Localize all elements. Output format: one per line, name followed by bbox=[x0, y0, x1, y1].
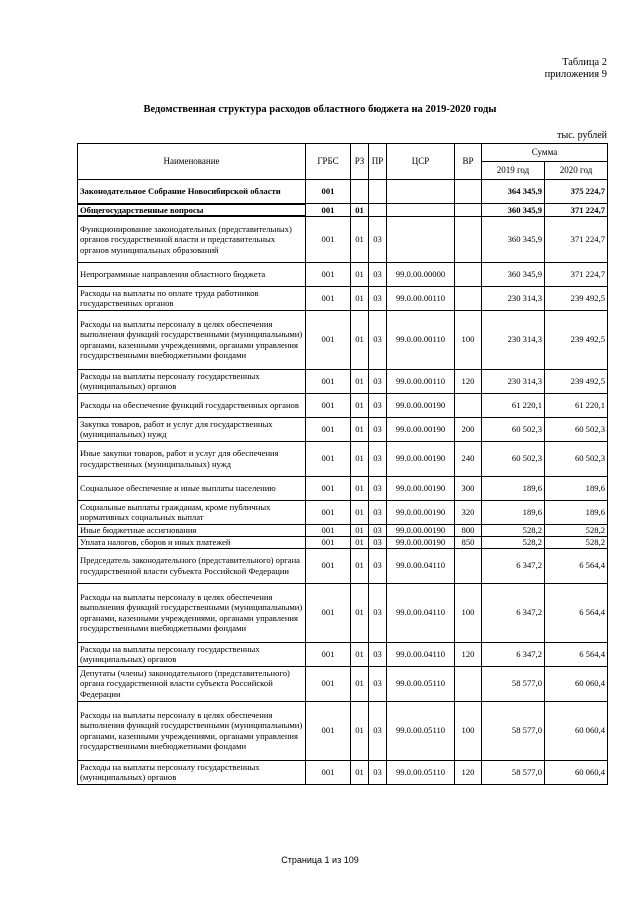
row-vr bbox=[455, 548, 482, 583]
row-value-2020: 375 224,7 bbox=[545, 180, 608, 204]
row-rz: 01 bbox=[351, 417, 369, 441]
row-pr: 03 bbox=[369, 286, 387, 310]
row-value-2019: 60 502,3 bbox=[482, 417, 545, 441]
row-rz: 01 bbox=[351, 548, 369, 583]
row-value-2020: 239 492,5 bbox=[545, 286, 608, 310]
row-value-2020: 6 564,4 bbox=[545, 548, 608, 583]
table-row bbox=[78, 441, 608, 476]
table-row bbox=[78, 536, 608, 548]
table-row bbox=[78, 548, 608, 583]
row-name: Расходы на выплаты персоналу государственных (муниципальных) органов bbox=[78, 760, 306, 784]
row-grbs: 001 bbox=[306, 216, 351, 262]
header-grbs: ГРБС bbox=[306, 144, 351, 180]
row-value-2020: 189,6 bbox=[545, 500, 608, 524]
row-grbs: 001 bbox=[306, 548, 351, 583]
row-csr: 99.0.00.05110 bbox=[387, 760, 455, 784]
row-rz: 01 bbox=[351, 524, 369, 536]
row-value-2020: 528,2 bbox=[545, 524, 608, 536]
row-grbs: 001 bbox=[306, 666, 351, 701]
row-value-2020: 528,2 bbox=[545, 536, 608, 548]
row-value-2019: 189,6 bbox=[482, 500, 545, 524]
row-grbs: 001 bbox=[306, 642, 351, 666]
table-row bbox=[78, 286, 608, 310]
row-vr: 240 bbox=[455, 441, 482, 476]
row-csr: 99.0.00.00190 bbox=[387, 417, 455, 441]
row-pr: 03 bbox=[369, 548, 387, 583]
row-value-2019: 58 577,0 bbox=[482, 760, 545, 784]
row-csr: 99.0.00.00190 bbox=[387, 476, 455, 500]
table-row bbox=[78, 204, 608, 217]
row-csr: 99.0.00.05110 bbox=[387, 701, 455, 760]
row-name: Общегосударственные вопросы bbox=[78, 204, 306, 217]
row-vr bbox=[455, 216, 482, 262]
row-name: Расходы на обеспечение функций государственных органов bbox=[78, 393, 306, 417]
row-vr: 120 bbox=[455, 760, 482, 784]
row-grbs: 001 bbox=[306, 204, 351, 217]
row-csr: 99.0.00.00190 bbox=[387, 500, 455, 524]
row-pr: 03 bbox=[369, 310, 387, 369]
row-value-2020: 60 060,4 bbox=[545, 760, 608, 784]
row-rz: 01 bbox=[351, 666, 369, 701]
row-value-2019: 528,2 bbox=[482, 524, 545, 536]
row-value-2019: 189,6 bbox=[482, 476, 545, 500]
row-rz: 01 bbox=[351, 441, 369, 476]
row-name: Расходы на выплаты персоналу государственных (муниципальных) органов bbox=[78, 369, 306, 393]
table-row bbox=[78, 216, 608, 262]
row-pr: 03 bbox=[369, 441, 387, 476]
row-pr: 03 bbox=[369, 666, 387, 701]
row-vr bbox=[455, 180, 482, 204]
row-vr: 320 bbox=[455, 500, 482, 524]
row-name: Расходы на выплаты персоналу в целях обеспечения выполнения функций государственными (муниципальными) органами, казенными учреждениями, органами управления государственными внебюджетными фондами bbox=[78, 701, 306, 760]
row-rz: 01 bbox=[351, 760, 369, 784]
row-pr: 03 bbox=[369, 701, 387, 760]
row-pr: 03 bbox=[369, 524, 387, 536]
row-vr: 100 bbox=[455, 310, 482, 369]
table-row bbox=[78, 760, 608, 784]
row-vr bbox=[455, 393, 482, 417]
row-pr: 03 bbox=[369, 500, 387, 524]
table-row bbox=[78, 180, 608, 204]
row-csr: 99.0.00.04110 bbox=[387, 583, 455, 642]
row-value-2019: 360 345,9 bbox=[482, 216, 545, 262]
expenditure-table bbox=[77, 143, 608, 785]
row-rz: 01 bbox=[351, 286, 369, 310]
row-pr: 03 bbox=[369, 393, 387, 417]
row-name: Непрограммные направления областного бюджета bbox=[78, 262, 306, 286]
row-value-2020: 371 224,7 bbox=[545, 204, 608, 217]
row-rz bbox=[351, 180, 369, 204]
row-grbs: 001 bbox=[306, 524, 351, 536]
row-value-2020: 189,6 bbox=[545, 476, 608, 500]
row-name: Законодательное Собрание Новосибирской области bbox=[78, 180, 306, 204]
row-value-2019: 60 502,3 bbox=[482, 441, 545, 476]
row-grbs: 001 bbox=[306, 286, 351, 310]
row-grbs: 001 bbox=[306, 500, 351, 524]
row-name: Иные закупки товаров, работ и услуг для обеспечения государственных (муниципальных) нужд bbox=[78, 441, 306, 476]
row-value-2019: 61 220,1 bbox=[482, 393, 545, 417]
row-name: Расходы на выплаты персоналу в целях обеспечения выполнения функций государственными (муниципальными) органами, казенными учреждениями, органами управления государственными внебюджетными фондами bbox=[78, 310, 306, 369]
table-row bbox=[78, 310, 608, 369]
header-csr: ЦСР bbox=[387, 144, 455, 180]
row-csr: 99.0.00.00110 bbox=[387, 286, 455, 310]
row-grbs: 001 bbox=[306, 310, 351, 369]
header-2019: 2019 год bbox=[482, 162, 545, 180]
row-grbs: 001 bbox=[306, 369, 351, 393]
row-value-2019: 58 577,0 bbox=[482, 666, 545, 701]
row-name: Социальное обеспечение и иные выплаты населению bbox=[78, 476, 306, 500]
row-pr bbox=[369, 180, 387, 204]
table-row bbox=[78, 500, 608, 524]
table-number: Таблица 2 bbox=[562, 57, 607, 68]
row-value-2019: 360 345,9 bbox=[482, 204, 545, 217]
row-vr: 120 bbox=[455, 642, 482, 666]
row-vr: 100 bbox=[455, 583, 482, 642]
row-value-2019: 360 345,9 bbox=[482, 262, 545, 286]
row-pr: 03 bbox=[369, 642, 387, 666]
header-name: Наименование bbox=[78, 144, 306, 180]
row-name: Председатель законодательного (представительного) органа государственной власти субъекта Российской Федерации bbox=[78, 548, 306, 583]
table-row bbox=[78, 393, 608, 417]
row-grbs: 001 bbox=[306, 441, 351, 476]
table-row bbox=[78, 417, 608, 441]
row-value-2020: 60 502,3 bbox=[545, 417, 608, 441]
row-csr: 99.0.00.04110 bbox=[387, 642, 455, 666]
row-value-2019: 364 345,9 bbox=[482, 180, 545, 204]
table-row bbox=[78, 476, 608, 500]
row-name: Функционирование законодательных (представительных) органов государственной власти и представительных органов муниципальных образований bbox=[78, 216, 306, 262]
row-grbs: 001 bbox=[306, 583, 351, 642]
row-name: Расходы на выплаты по оплате труда работников государственных органов bbox=[78, 286, 306, 310]
row-name: Социальные выплаты гражданам, кроме публичных нормативных социальных выплат bbox=[78, 500, 306, 524]
row-vr: 850 bbox=[455, 536, 482, 548]
row-value-2020: 6 564,4 bbox=[545, 583, 608, 642]
row-pr: 03 bbox=[369, 369, 387, 393]
row-rz: 01 bbox=[351, 216, 369, 262]
row-grbs: 001 bbox=[306, 476, 351, 500]
row-value-2020: 371 224,7 bbox=[545, 216, 608, 262]
row-pr: 03 bbox=[369, 760, 387, 784]
row-rz: 01 bbox=[351, 262, 369, 286]
row-rz: 01 bbox=[351, 536, 369, 548]
row-grbs: 001 bbox=[306, 536, 351, 548]
row-value-2020: 60 060,4 bbox=[545, 666, 608, 701]
table-body bbox=[78, 180, 608, 785]
row-vr: 100 bbox=[455, 701, 482, 760]
table-row bbox=[78, 369, 608, 393]
table-reference bbox=[545, 57, 607, 81]
row-rz: 01 bbox=[351, 204, 369, 217]
row-vr bbox=[455, 262, 482, 286]
table-row bbox=[78, 262, 608, 286]
row-csr: 99.0.00.00110 bbox=[387, 310, 455, 369]
page-counter: Страница 1 из 109 bbox=[281, 855, 359, 865]
row-name: Депутаты (члены) законодательного (представительного) органа государственной власти субъекта Российской Федерации bbox=[78, 666, 306, 701]
row-grbs: 001 bbox=[306, 262, 351, 286]
row-csr: 99.0.00.00000 bbox=[387, 262, 455, 286]
row-grbs: 001 bbox=[306, 760, 351, 784]
row-pr: 03 bbox=[369, 583, 387, 642]
table-row bbox=[78, 666, 608, 701]
header-2020: 2020 год bbox=[545, 162, 608, 180]
row-rz: 01 bbox=[351, 642, 369, 666]
appendix-label: приложения 9 bbox=[544, 69, 607, 80]
row-value-2020: 61 220,1 bbox=[545, 393, 608, 417]
row-rz: 01 bbox=[351, 310, 369, 369]
row-name: Расходы на выплаты персоналу в целях обеспечения выполнения функций государственными (муниципальными) органами, казенными учреждениями, органами управления государственными внебюджетными фондами bbox=[78, 583, 306, 642]
row-value-2020: 371 224,7 bbox=[545, 262, 608, 286]
row-rz: 01 bbox=[351, 476, 369, 500]
row-csr: 99.0.00.00190 bbox=[387, 393, 455, 417]
document-title: Ведомственная структура расходов областного бюджета на 2019-2020 годы bbox=[143, 104, 497, 115]
row-vr bbox=[455, 204, 482, 217]
row-value-2019: 528,2 bbox=[482, 536, 545, 548]
row-value-2019: 230 314,3 bbox=[482, 369, 545, 393]
row-csr: 99.0.00.00190 bbox=[387, 536, 455, 548]
header-pr: ПР bbox=[369, 144, 387, 180]
row-vr bbox=[455, 286, 482, 310]
row-vr: 120 bbox=[455, 369, 482, 393]
header-vr: ВР bbox=[455, 144, 482, 180]
row-value-2020: 239 492,5 bbox=[545, 310, 608, 369]
row-csr bbox=[387, 216, 455, 262]
row-value-2020: 239 492,5 bbox=[545, 369, 608, 393]
row-value-2019: 6 347,2 bbox=[482, 548, 545, 583]
table-row bbox=[78, 583, 608, 642]
row-csr: 99.0.00.04110 bbox=[387, 548, 455, 583]
table-row bbox=[78, 701, 608, 760]
row-csr: 99.0.00.05110 bbox=[387, 666, 455, 701]
row-rz: 01 bbox=[351, 369, 369, 393]
row-csr: 99.0.00.00110 bbox=[387, 369, 455, 393]
row-name: Иные бюджетные ассигнования bbox=[78, 524, 306, 536]
row-value-2019: 6 347,2 bbox=[482, 642, 545, 666]
row-vr: 800 bbox=[455, 524, 482, 536]
row-name: Закупка товаров, работ и услуг для государственных (муниципальных) нужд bbox=[78, 417, 306, 441]
header-sum: Сумма bbox=[482, 144, 608, 162]
row-value-2020: 6 564,4 bbox=[545, 642, 608, 666]
header-rz: РЗ bbox=[351, 144, 369, 180]
row-pr bbox=[369, 204, 387, 217]
table-row bbox=[78, 524, 608, 536]
row-grbs: 001 bbox=[306, 417, 351, 441]
row-pr: 03 bbox=[369, 262, 387, 286]
row-csr bbox=[387, 204, 455, 217]
row-grbs: 001 bbox=[306, 393, 351, 417]
row-value-2019: 58 577,0 bbox=[482, 701, 545, 760]
row-vr: 300 bbox=[455, 476, 482, 500]
table-row bbox=[78, 642, 608, 666]
row-pr: 03 bbox=[369, 476, 387, 500]
row-value-2019: 230 314,3 bbox=[482, 310, 545, 369]
row-rz: 01 bbox=[351, 583, 369, 642]
row-csr bbox=[387, 180, 455, 204]
row-name: Расходы на выплаты персоналу государственных (муниципальных) органов bbox=[78, 642, 306, 666]
row-value-2020: 60 060,4 bbox=[545, 701, 608, 760]
row-csr: 99.0.00.00190 bbox=[387, 524, 455, 536]
row-csr: 99.0.00.00190 bbox=[387, 441, 455, 476]
row-value-2020: 60 502,3 bbox=[545, 441, 608, 476]
row-rz: 01 bbox=[351, 701, 369, 760]
row-vr bbox=[455, 666, 482, 701]
units-label: тыс. рублей bbox=[557, 130, 607, 141]
row-pr: 03 bbox=[369, 536, 387, 548]
row-vr: 200 bbox=[455, 417, 482, 441]
row-grbs: 001 bbox=[306, 701, 351, 760]
row-pr: 03 bbox=[369, 417, 387, 441]
row-value-2019: 6 347,2 bbox=[482, 583, 545, 642]
row-rz: 01 bbox=[351, 500, 369, 524]
row-name: Уплата налогов, сборов и иных платежей bbox=[78, 536, 306, 548]
row-grbs: 001 bbox=[306, 180, 351, 204]
row-value-2019: 230 314,3 bbox=[482, 286, 545, 310]
row-rz: 01 bbox=[351, 393, 369, 417]
row-pr: 03 bbox=[369, 216, 387, 262]
